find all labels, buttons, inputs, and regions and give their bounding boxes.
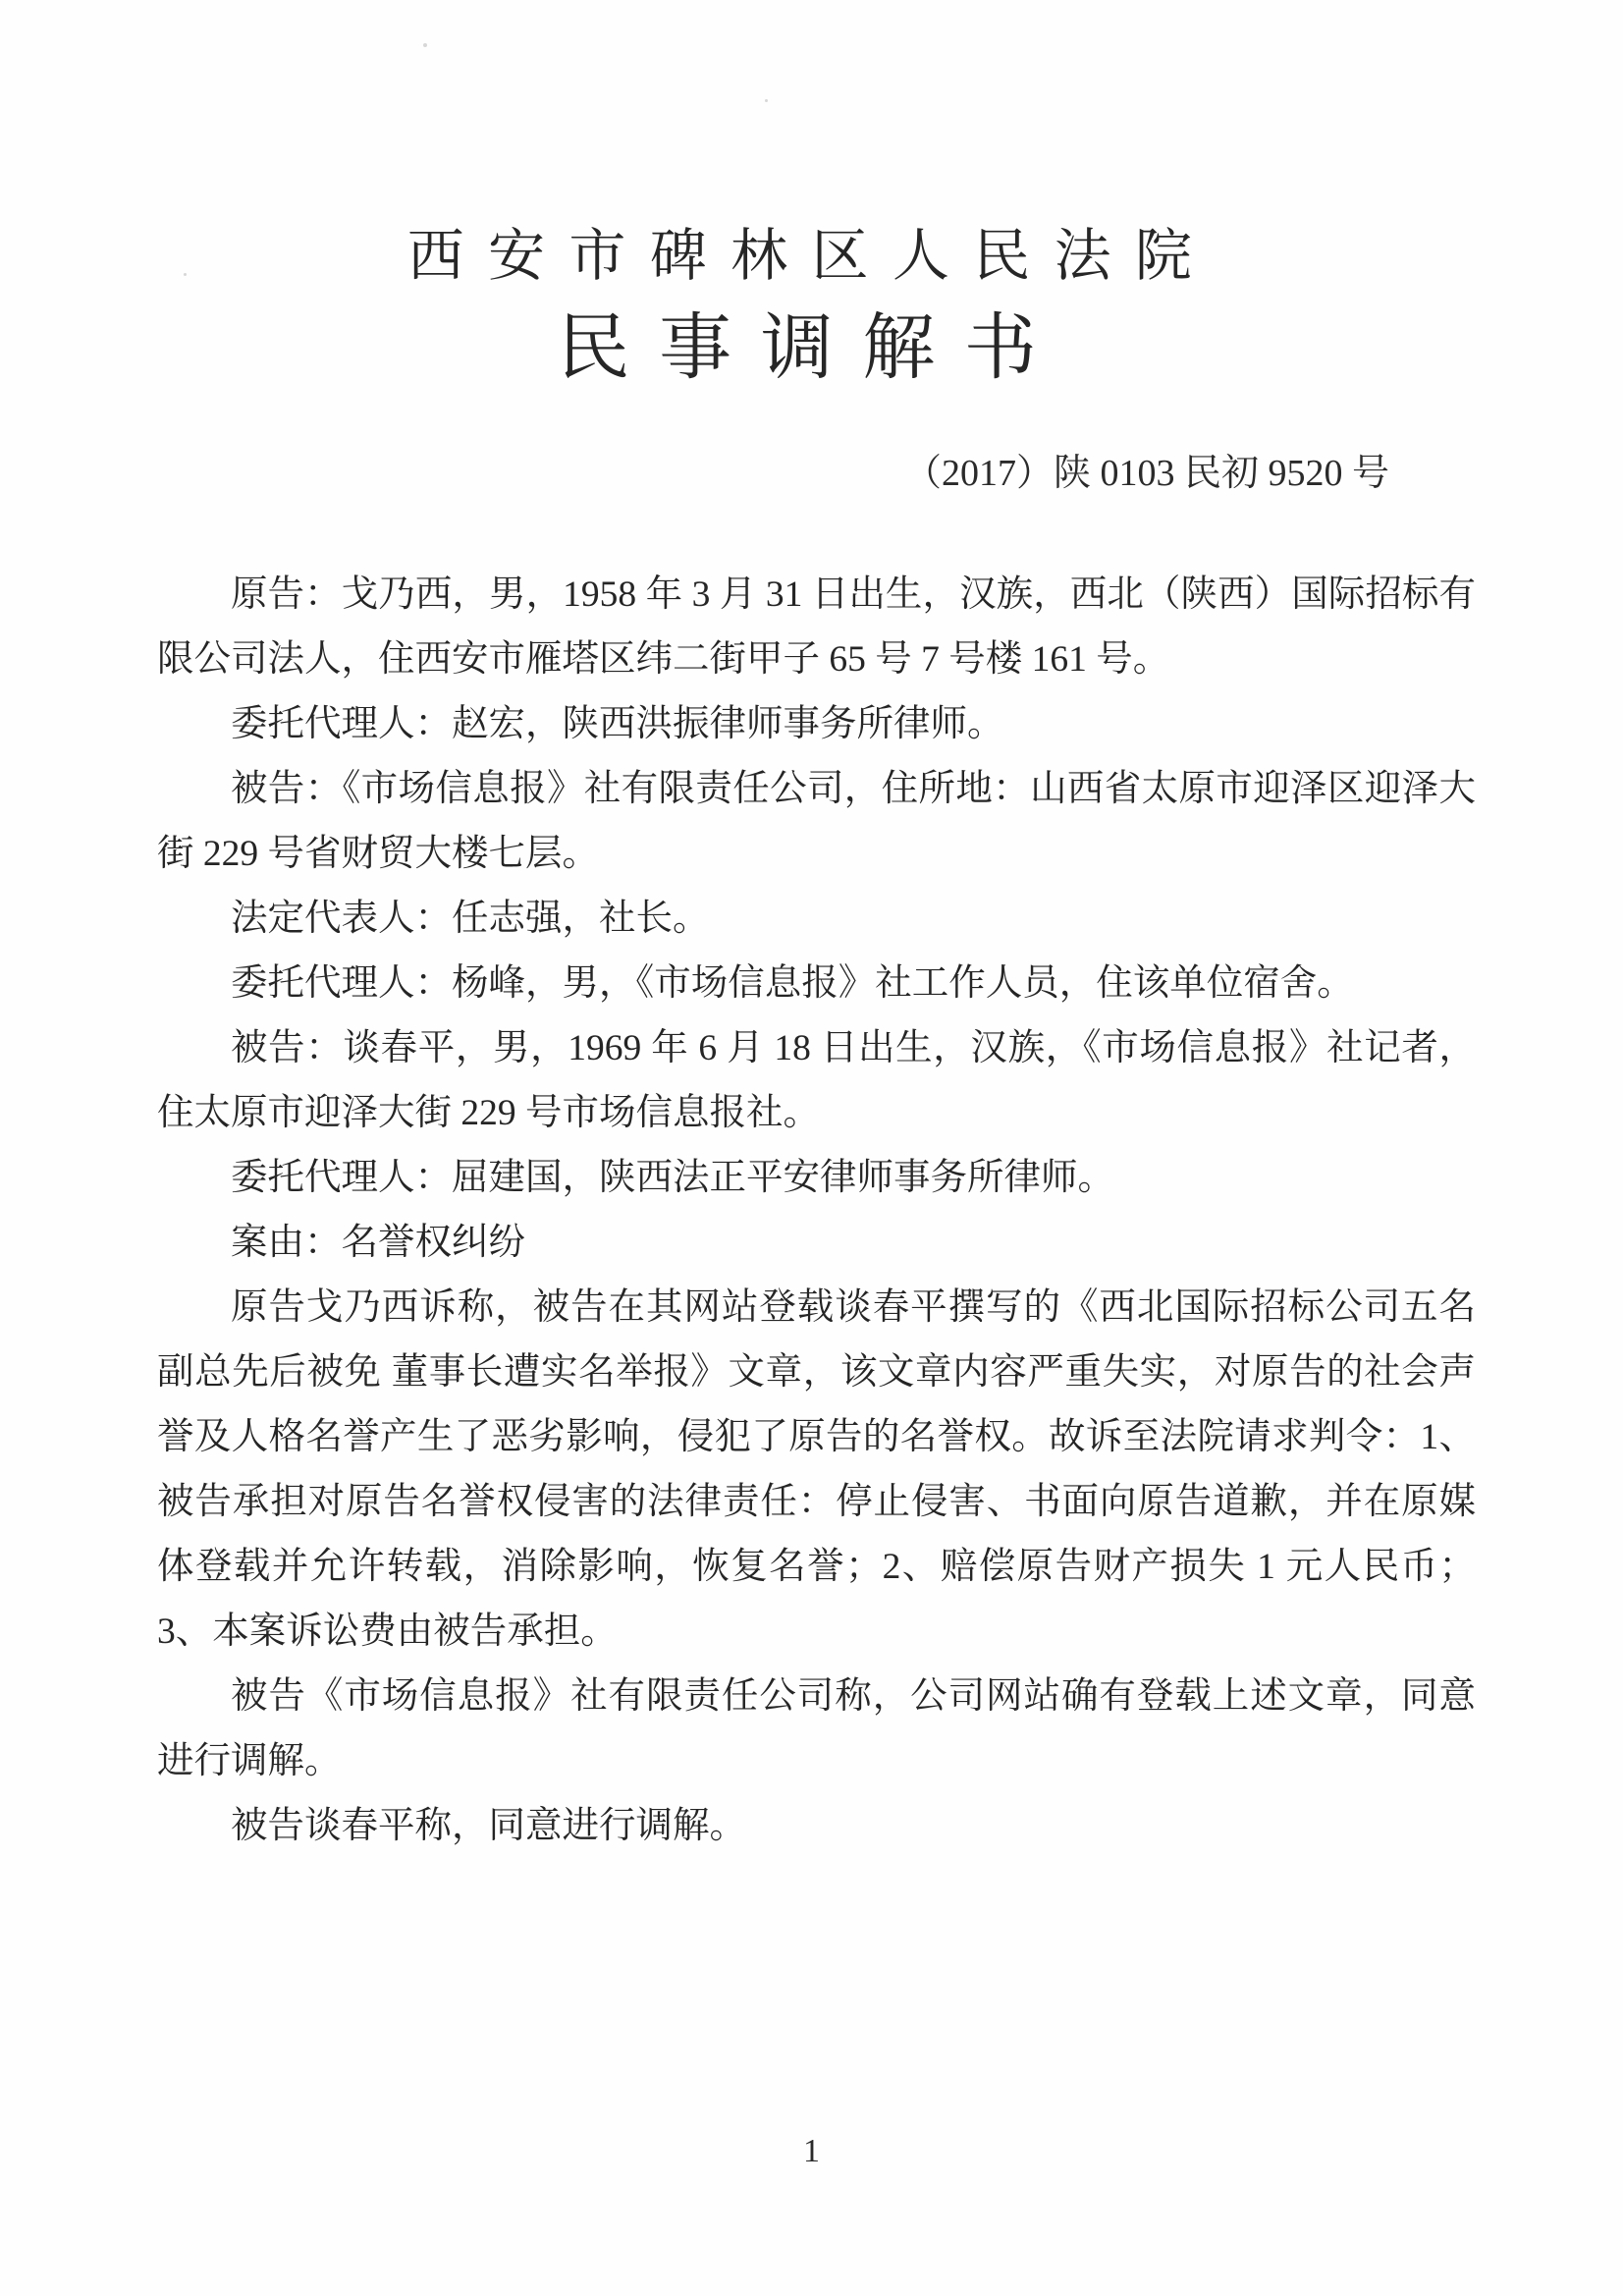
body-paragraph: 被告《市场信息报》社有限责任公司称，公司网站确有登载上述文章，同意进行调解。	[157, 1675, 1476, 1781]
body-paragraph: 委托代理人：赵宏，陕西洪振律师事务所律师。	[231, 703, 1004, 744]
body-paragraph: 委托代理人：杨峰，男，《市场信息报》社工作人员，住该单位宿舍。	[231, 962, 1354, 1004]
body-paragraph: 被告：《市场信息报》社有限责任公司，住所地：山西省太原市迎泽区迎泽大街 229 号省财贸大楼七层。	[157, 768, 1476, 874]
body-paragraph: 被告：谈春平，男，1969 年 6 月 18 日出生，汉族，《市场信息报》社记者，住太原市迎泽大街 229 号市场信息报社。	[157, 1027, 1476, 1133]
scan-speckle	[184, 273, 187, 276]
body-paragraph: 案由：名誉权纠纷	[231, 1222, 525, 1263]
document-body	[157, 563, 1476, 1859]
page-number: 1	[803, 2133, 820, 2169]
court-name-title: 西安市碑林区人民法院	[406, 224, 1217, 288]
body-paragraph: 被告谈春平称，同意进行调解。	[231, 1805, 746, 1846]
scan-speckle	[423, 43, 427, 47]
scan-speckle	[765, 99, 768, 102]
case-number: （2017）陕 0103 民初 9520 号	[903, 452, 1389, 494]
body-paragraph: 原告戈乃西诉称，被告在其网站登载谈春平撰写的《西北国际招标公司五名副总先后被免 董事长遭实名举报》文章，该文章内容严重失实，对原告的社会声誉及人格名誉产生了恶劣影响，侵犯了原告的名誉权。故诉至法院请求判令：1、被告承担对原告名誉权侵害的法律责任：停止侵害、书面向原告道歉，并在原媒体登载并允许转载，消除影响，恢复名誉；2、赔偿原告财产损失 1 元人民币；3、本案诉讼费由被告承担。	[157, 1286, 1476, 1652]
body-paragraph: 原告：戈乃西，男，1958 年 3 月 31 日出生，汉族，西北（陕西）国际招标有限公司法人，住西安市雁塔区纬二街甲子 65 号 7 号楼 161 号。	[157, 574, 1476, 680]
body-paragraph: 委托代理人：屈建国，陕西法正平安律师事务所律师。	[231, 1157, 1114, 1198]
body-paragraph: 法定代表人：任志强，社长。	[231, 898, 710, 939]
document-type-title: 民事调解书	[557, 307, 1066, 389]
